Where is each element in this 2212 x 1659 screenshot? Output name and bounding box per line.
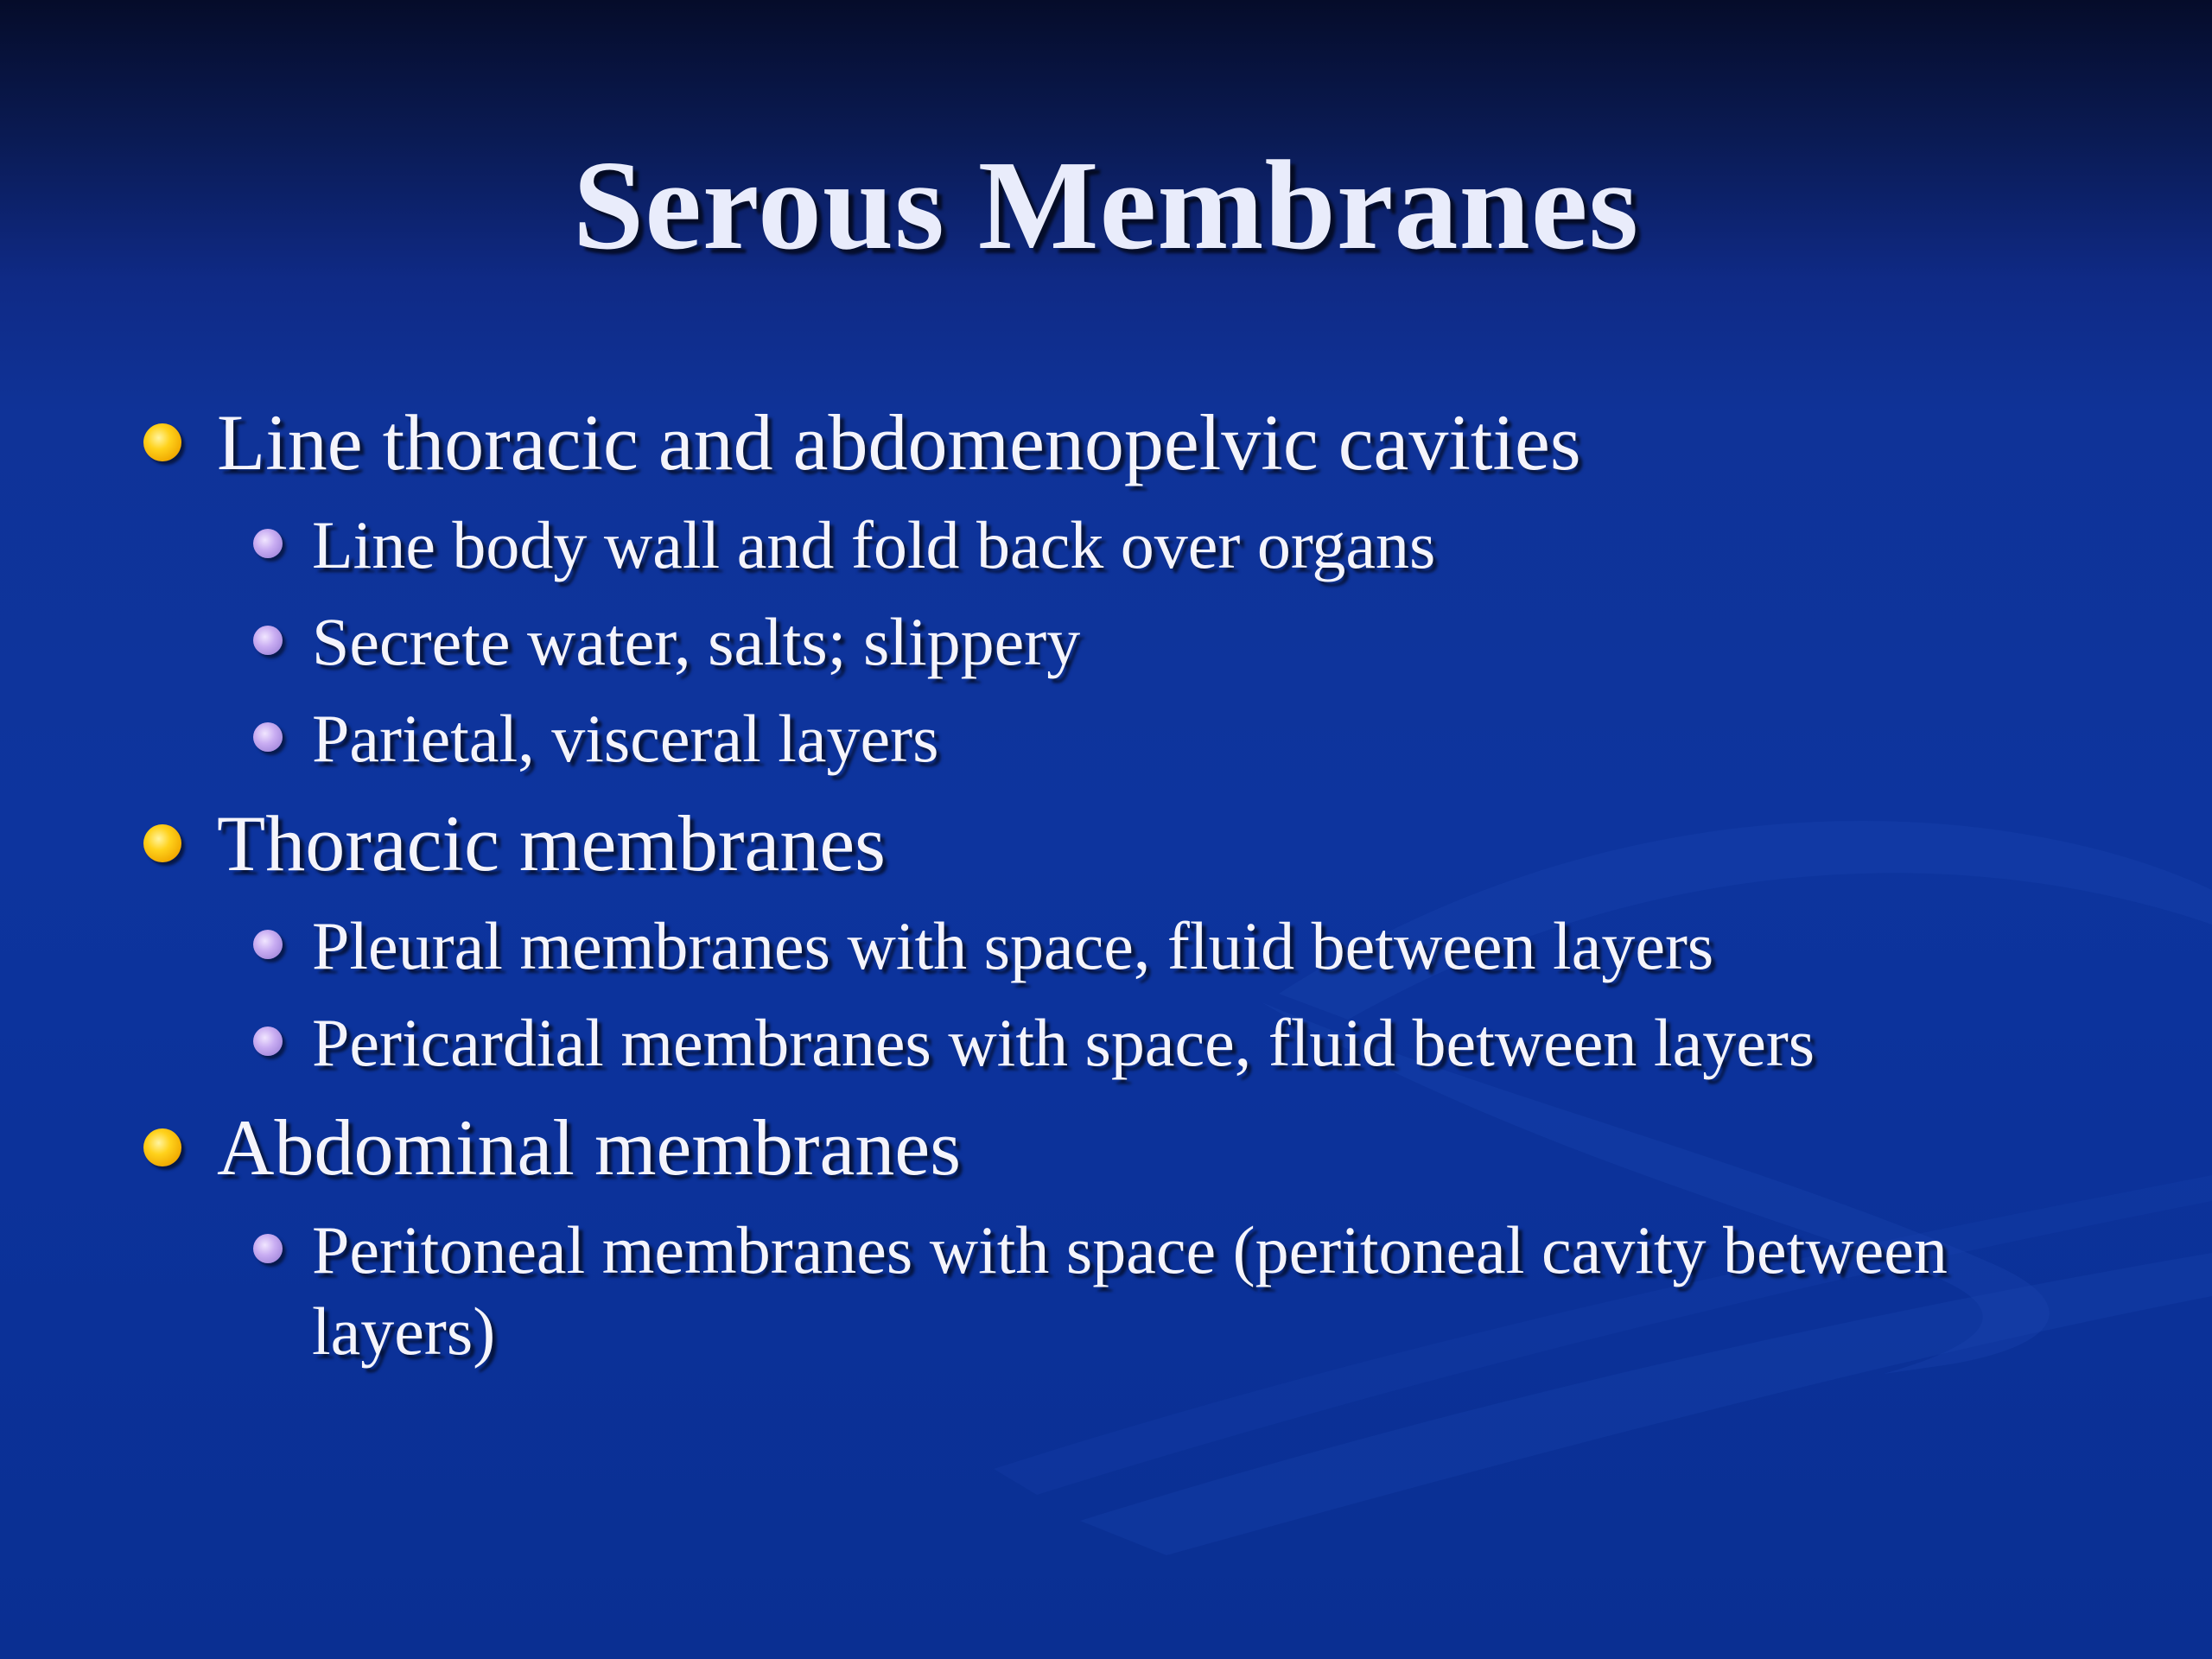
circle-bullet-icon bbox=[253, 626, 283, 655]
circle-bullet-icon bbox=[253, 930, 283, 959]
bullet-item-level1 bbox=[138, 392, 2091, 493]
bullet-item-level1 bbox=[138, 793, 2091, 893]
bullet-item-level2 bbox=[138, 601, 2091, 683]
bullet-text: Parietal, visceral layers bbox=[312, 701, 939, 776]
bullet-text: Peritoneal membranes with space (peritoneal cavity between layers) bbox=[312, 1212, 1948, 1369]
bullet-text: Abdominal membranes bbox=[217, 1103, 962, 1192]
circle-bullet-icon bbox=[143, 423, 181, 461]
bullet-text: Line body wall and fold back over organs bbox=[312, 507, 1436, 582]
bullet-item-level2 bbox=[138, 906, 2091, 987]
bullet-item-level1 bbox=[138, 1097, 2091, 1198]
bullet-item-level2 bbox=[138, 1210, 2091, 1372]
circle-bullet-icon bbox=[253, 1234, 283, 1263]
bullet-list bbox=[138, 389, 2091, 1372]
circle-bullet-icon bbox=[253, 529, 283, 558]
circle-bullet-icon bbox=[143, 824, 181, 862]
bullet-text: Line thoracic and abdomenopelvic cavities bbox=[217, 398, 1581, 486]
bullet-item-level2 bbox=[138, 1002, 2091, 1084]
bullet-text: Thoracic membranes bbox=[217, 799, 886, 887]
circle-bullet-icon bbox=[143, 1128, 181, 1166]
circle-bullet-icon bbox=[253, 1027, 283, 1056]
bullet-item-level2 bbox=[138, 505, 2091, 586]
bullet-text: Secrete water, salts; slippery bbox=[312, 604, 1081, 679]
bullet-text: Pericardial membranes with space, fluid between layers bbox=[312, 1005, 1815, 1080]
circle-bullet-icon bbox=[253, 722, 283, 752]
bullet-text: Pleural membranes with space, fluid between layers bbox=[312, 908, 1714, 983]
bullet-item-level2 bbox=[138, 698, 2091, 779]
slide-title: Serous Membranes bbox=[572, 135, 1640, 276]
